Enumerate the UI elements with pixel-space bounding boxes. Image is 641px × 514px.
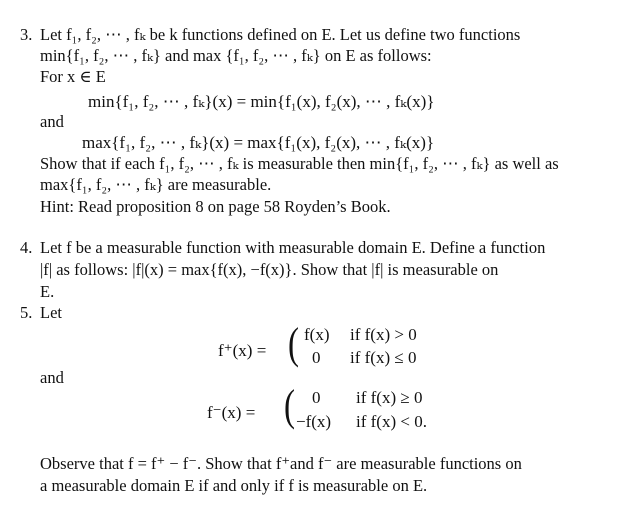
problem-5-number: 5. <box>20 303 33 322</box>
fminus-row-1-condition: if f(x) ≥ 0 <box>356 388 423 407</box>
fplus-row-2-value: 0 <box>312 348 321 367</box>
problem-4-line-2: |f| as follows: |f|(x) = max{f(x), −f(x)}. Show that |f| is measurable on <box>40 260 499 279</box>
problem-4-line-3: E. <box>40 282 55 301</box>
problem-3-line-1: Let f₁, f₂, ⋯ , fₖ be k functions defined on E. Let us define two functions <box>40 25 521 44</box>
problem-3-and: and <box>40 112 64 131</box>
fplus-left-paren: ( <box>288 319 299 368</box>
problem-5-let: Let <box>40 303 62 322</box>
fminus-row-2-value: −f(x) <box>296 412 332 431</box>
problem-5-observation-line-1: Observe that f = f⁺ − f⁻. Show that f⁺and f⁻ are measurable functions on <box>40 454 522 473</box>
problem-5-and: and <box>40 368 64 387</box>
problem-3-line-7: max{f₁, f₂, ⋯ , fₖ} are measurable. <box>40 175 272 194</box>
problem-4-number: 4. <box>20 238 33 257</box>
problem-4-line-1: Let f be a measurable function with measurable domain E. Define a function <box>40 238 546 257</box>
fminus-row-2-condition: if f(x) < 0. <box>356 412 427 431</box>
problem-5-observation-line-2: a measurable domain E if and only if f is measurable on E. <box>40 476 428 495</box>
fminus-lhs: f⁻(x) = <box>207 403 256 422</box>
fplus-row-1-condition: if f(x) > 0 <box>350 325 417 344</box>
min-definition-equation: min{f₁, f₂, ⋯ , fₖ}(x) = min{f₁(x), f₂(x), ⋯ , fₖ(x)} <box>88 92 435 111</box>
fplus-lhs: f⁺(x) = <box>218 341 267 360</box>
problem-3-number: 3. <box>20 25 33 44</box>
problem-3-line-2: min{f₁, f₂, ⋯ , fₖ} and max {f₁, f₂, ⋯ , fₖ} on E as follows: <box>40 46 432 65</box>
fminus-left-paren: ( <box>284 381 295 430</box>
fminus-row-1-value: 0 <box>312 388 321 407</box>
fplus-row-1-value: f(x) <box>304 325 330 344</box>
max-definition-equation: max{f₁, f₂, ⋯ , fₖ}(x) = max{f₁(x), f₂(x), ⋯ , fₖ(x)} <box>82 133 435 152</box>
problem-3-hint: Hint: Read proposition 8 on page 58 Royden’s Book. <box>40 197 391 216</box>
problem-3-line-3: For x ∈ E <box>40 67 106 86</box>
fplus-row-2-condition: if f(x) ≤ 0 <box>350 348 417 367</box>
problem-3-line-6: Show that if each f₁, f₂, ⋯ , fₖ is measurable then min{f₁, f₂, ⋯ , fₖ} as well as <box>40 154 559 173</box>
